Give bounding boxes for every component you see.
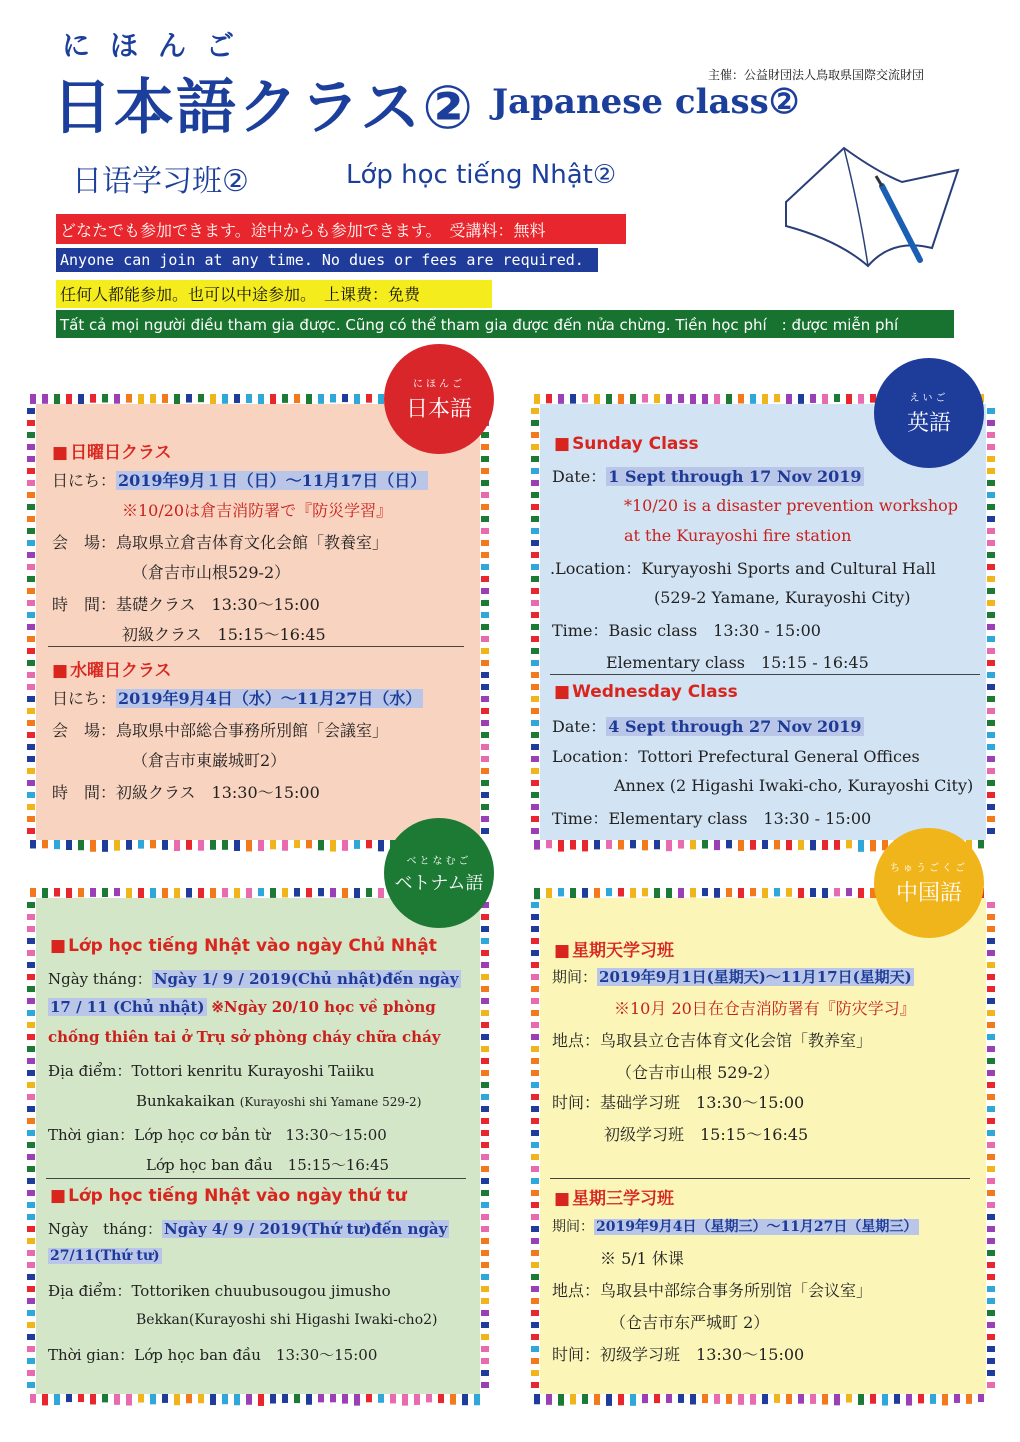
section-title-cn-wednesday-text: 星期三学习班 [572,1189,675,1209]
badge-vietnamese-text: ベトナム語 [394,872,484,894]
subtitle-vietnamese: Lớp học tiếng Nhật② [346,160,617,190]
band-vietnamese-text: Tất cả mọi người điều tham gia được. Cũng có thể tham gia được đến nửa chừng. Tiền học phí : được miễn phí [60,316,899,334]
badge-chinese-ruby: ちゅうごくご [890,863,968,874]
label: 地点： [552,1031,601,1050]
label: 時 間： [52,783,117,802]
label: Ngày tháng： [48,1220,163,1238]
en-sunday-note1: *10/20 is a disaster prevention workshop [624,496,958,515]
value: 基礎クラス 13:30～15:00 [116,595,320,614]
value: 基础学习班 13:30～15:00 [600,1093,805,1112]
cn-wednesday-place [552,1278,872,1301]
value: 鸟取县立仓吉体育文化会馆「教养室」 [600,1031,873,1050]
ja-sunday-note: ※10/20は倉吉消防署で『防災学習』 [122,501,393,520]
value: 4 Sept through 27 Nov 2019 [608,717,862,736]
badge-english-text: 英語 [906,411,951,436]
value: 鸟取县中部综合事务所别馆「会议室」 [600,1281,873,1300]
subtitle-chinese: 日语学习班② [72,164,249,199]
label: 日にち： [52,471,117,490]
badge-japanese-ruby: にほんご [413,379,465,390]
vi-sunday-date2 [48,998,436,1016]
notebook-pencil-icon [782,142,968,278]
en-wednesday-time [552,806,871,829]
value: 2019年9月１日（日）～11月17日（日） [118,471,427,490]
address: (Kurayoshi shi Yamane 529-2) [239,1095,422,1109]
ja-wednesday-address: （倉吉市東巌城町2） [132,751,287,770]
vi-sunday-place2 [136,1092,421,1110]
label: Địa điểm： [48,1282,132,1300]
section-title-ja-wednesday: ■ 水曜日クラス [52,661,172,681]
page-title-en: Japanese class② [492,82,800,122]
value: Ngày 4/ 9 / 2019(Thứ tư)đến ngày [164,1220,448,1238]
section-title-vi-wednesday-text: Lớp học tiếng Nhật vào ngày thứ tư [68,1186,407,1206]
en-sunday-date [552,464,864,487]
band-japanese [56,214,626,244]
cn-wednesday-time [552,1342,804,1365]
band-chinese [56,280,492,308]
band-chinese-text: 任何人都能参加。也可以中途参加。 上课费：免费 [60,285,421,304]
badge-english-ruby: えいご [909,393,949,404]
en-sunday-time [552,618,821,641]
badge-japanese [384,344,494,454]
vi-wednesday-place2: Bekkan(Kurayoshi shi Higashi Iwaki-cho2) [136,1312,438,1328]
vi-sunday-note2: chống thiên tai ở Trụ sở phòng cháy chữa cháy [48,1028,441,1046]
label: Thời gian： [48,1126,135,1144]
value: 2019年9月4日（星期三）～11月27日（星期三） [596,1219,918,1235]
divider [48,646,464,647]
divider [46,1178,466,1179]
cn-sunday-place [552,1028,872,1051]
value: 初級クラス 13:30～15:00 [116,783,320,802]
badge-vietnamese-ruby: べとなむご [406,855,472,867]
value: Tottori kenritu Kurayoshi Taiiku [131,1062,375,1080]
badge-japanese-text: 日本語 [405,397,472,422]
value: 1 Sept through 17 Nov 2019 [608,467,862,486]
label: Location： [552,747,639,766]
cn-sunday-time [552,1090,804,1113]
vi-wednesday-date2 [48,1248,162,1264]
badge-vietnamese [384,818,494,928]
value: 27/11(Thứ tư) [50,1248,160,1264]
cn-sunday-address: （仓吉市山根 529-2） [616,1063,780,1082]
label: Ngày tháng： [48,970,152,988]
panel-vietnamese [26,886,490,1406]
label: Time： [552,621,609,640]
label: 期间： [552,968,598,986]
en-sunday-address: (529-2 Yamane, Kurayoshi City) [654,588,911,607]
vi-wednesday-date [48,1218,449,1239]
label: 会 場： [52,721,117,740]
value: 鳥取県中部総合事務所別館「会議室」 [116,721,389,740]
value: Lớp học ban đầu 13:30～15:00 [134,1346,378,1364]
cn-sunday-date [552,966,914,987]
value: Basic class 13:30 - 15:00 [608,621,821,640]
vi-wednesday-place [48,1280,391,1301]
ja-wednesday-date [52,686,423,709]
label: Time： [552,809,609,828]
panel-chinese [530,886,996,1406]
section-title-vi-sunday-text: Lớp học tiếng Nhật vào ngày Chủ Nhật [68,936,437,956]
value: Ngày 1/ 9 / 2019(Chủ nhật)đến ngày [153,970,459,988]
ja-sunday-date [52,468,428,491]
vi-sunday-date [48,968,461,989]
cn-wednesday-note: ※ 5/1 休课 [600,1249,684,1268]
cn-sunday-note: ※10月 20日在仓吉消防署有『防灾学习』 [614,999,916,1018]
vi-wednesday-time [48,1344,377,1365]
vi-sunday-place [48,1060,374,1081]
section-title-ja-sunday-text: 日曜日クラス [70,443,172,463]
ja-sunday-time2: 初級クラス 15:15～16:45 [122,625,326,644]
vi-sunday-time [48,1124,387,1145]
value: 17 / 11 (Chủ nhật) [50,998,205,1016]
section-title-en-wednesday-text: Wednesday Class [572,682,738,702]
en-wednesday-date [552,714,864,737]
cn-sunday-time2: 初级学习班 15:15～16:45 [604,1125,809,1144]
page-title-ja: 日本語クラス② [52,73,476,143]
label: Địa điểm： [48,1062,132,1080]
section-title-en-sunday: ■ Sunday Class [554,434,699,454]
label: Date： [552,467,607,486]
en-sunday-note2: at the Kurayoshi fire station [624,526,852,545]
value: 2019年9月1日(星期天)～11月17日(星期天) [599,968,912,986]
ja-wednesday-time [52,780,320,803]
value: Kuryayoshi Sports and Cultural Hall [641,559,936,578]
badge-chinese-text: 中国語 [895,881,962,906]
section-title-cn-sunday-text: 星期天学习班 [572,941,675,961]
section-title-en-sunday-text: Sunday Class [572,434,699,454]
value: Lớp học cơ bản từ 13:30～15:00 [134,1126,387,1144]
en-wednesday-address: Annex (2 Higashi Iwaki-cho, Kurayoshi City) [614,776,974,795]
label: 地点： [552,1281,601,1300]
value: Tottori Prefectural General Offices [638,747,920,766]
band-vietnamese [56,310,954,338]
band-english-text: Anyone can join at any time. No dues or fees are required. [60,251,584,269]
ja-sunday-place [52,530,388,553]
organizer-text: 主催：公益財団法人鳥取県国際交流財団 [708,68,925,82]
value: 2019年9月4日（水）～11月27日（水） [118,689,422,708]
section-title-vi-sunday: ■ Lớp học tiếng Nhật vào ngày Chủ Nhật [50,936,437,956]
label: 会 場： [52,533,117,552]
badge-english [874,358,984,468]
value: 鳥取県立倉吉体育文化会館「教養室」 [116,533,389,552]
section-title-cn-wednesday: ■ 星期三学习班 [554,1189,675,1209]
section-title-ja-wednesday-text: 水曜日クラス [70,661,172,681]
vi-sunday-time2: Lớp học ban đầu 15:15～16:45 [146,1156,390,1174]
value: Bunkakaikan [136,1092,235,1110]
note: ※Ngày 20/10 học về phòng [211,998,436,1016]
label: Thời gian： [48,1346,135,1364]
label: 日にち： [52,689,117,708]
ja-sunday-time [52,592,320,615]
en-wednesday-place [552,744,920,767]
section-title-cn-sunday: ■ 星期天学习班 [554,941,675,961]
value: 初级学习班 13:30～15:00 [600,1345,805,1364]
en-sunday-place [550,556,936,579]
ja-wednesday-place [52,718,388,741]
divider [550,1178,970,1179]
panel-japanese [26,392,490,852]
badge-chinese [874,828,984,938]
cn-wednesday-date [552,1216,919,1236]
label: 時 間： [52,595,117,614]
title-furigana: にほんご [62,29,255,62]
label: 期间： [552,1219,594,1235]
cn-wednesday-address: （仓吉市东严城町 2） [610,1313,770,1332]
label: .Location： [550,559,642,578]
ja-sunday-address: （倉吉市山根529-2） [132,563,291,582]
label: 时间： [552,1345,601,1364]
section-title-ja-sunday: ■ 日曜日クラス [52,443,172,463]
label: Date： [552,717,607,736]
en-sunday-time2: Elementary class 15:15 - 16:45 [606,653,869,672]
value: Tottoriken chuubusougou jimusho [131,1282,391,1300]
label: 时间： [552,1093,601,1112]
section-title-en-wednesday: ■ Wednesday Class [554,682,738,702]
band-japanese-text: どなたでも参加できます。途中からも参加できます。 受講料：無料 [60,221,546,240]
band-english [56,248,598,272]
divider [550,674,980,675]
value: Elementary class 13:30 - 15:00 [608,809,872,828]
section-title-vi-wednesday: ■ Lớp học tiếng Nhật vào ngày thứ tư [50,1186,407,1206]
